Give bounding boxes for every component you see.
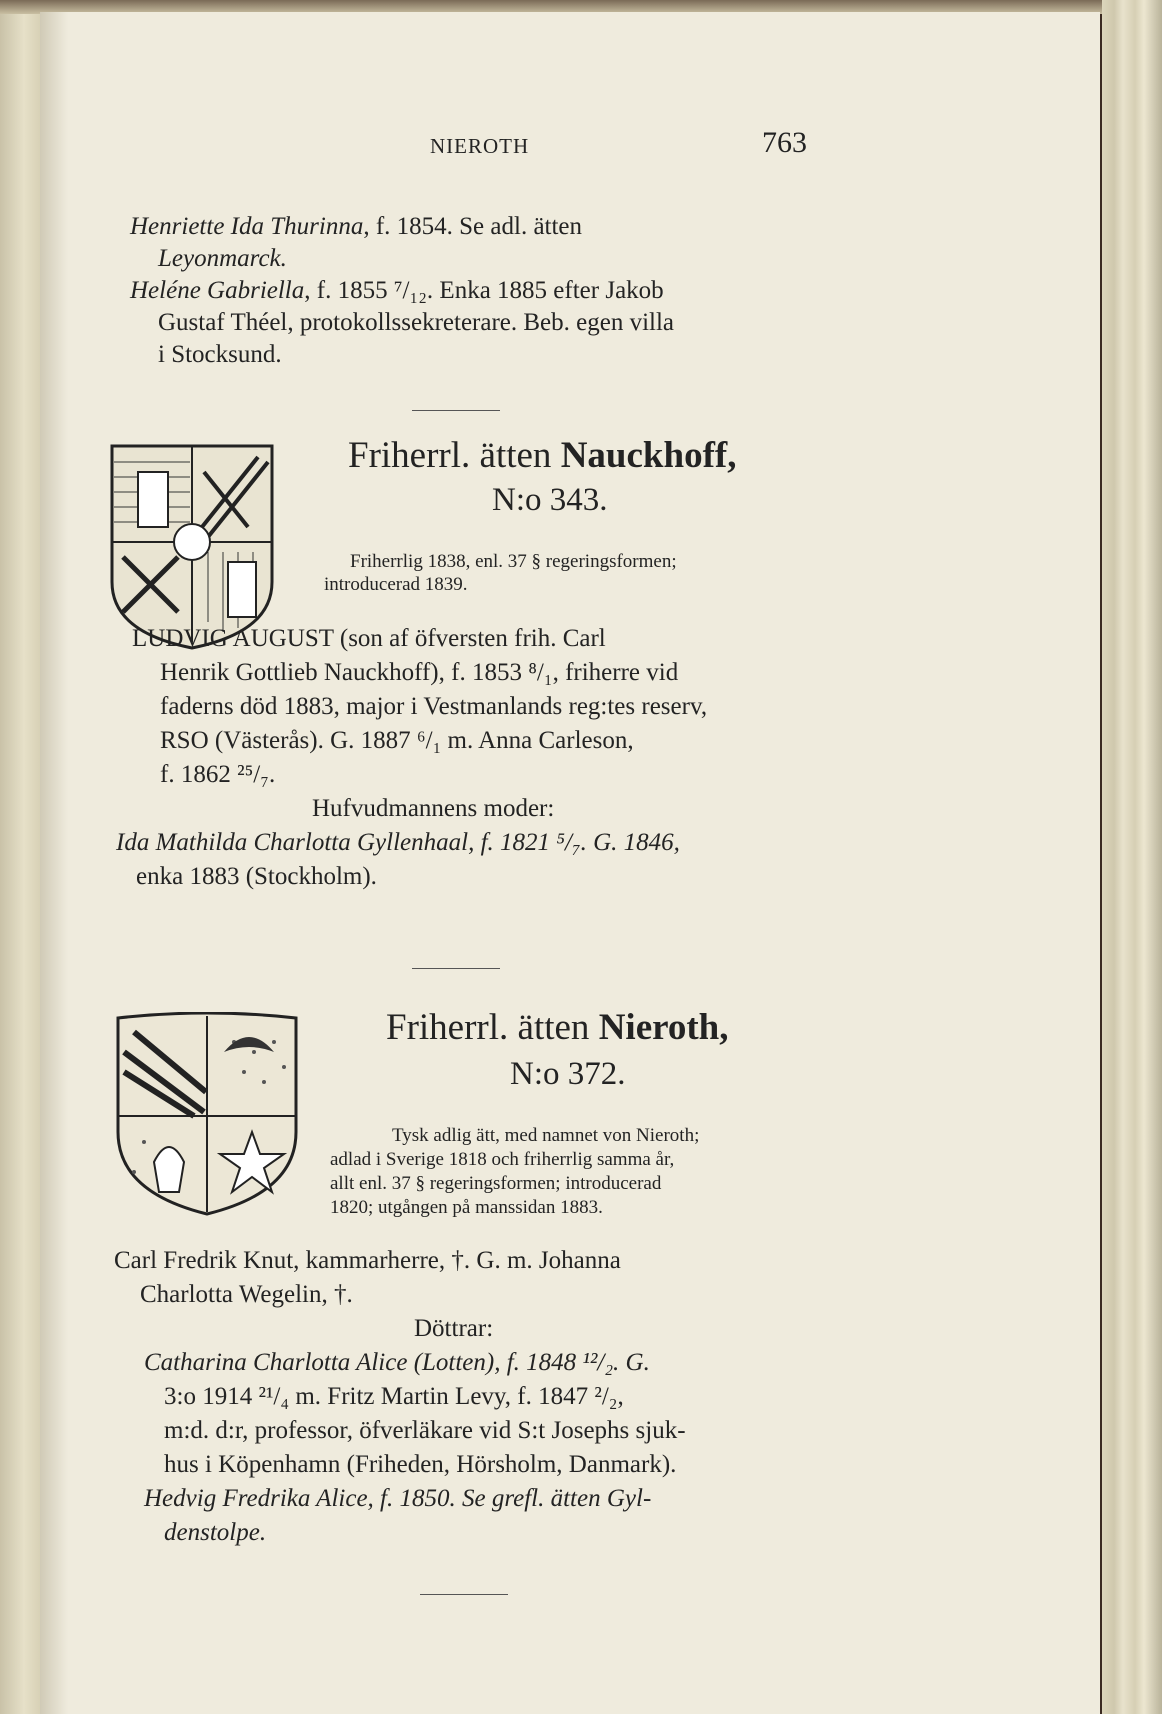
entry-henriette-line1 (130, 210, 582, 244)
book-page (40, 12, 1100, 1714)
nauckhoff-coat-of-arms (108, 442, 276, 652)
nieroth-daughter-line-4: hus i Köpenhamn (Friheden, Hörsholm, Danmark). (164, 1451, 677, 1478)
nauckhoff-note-line2: introducerad 1839. (324, 574, 468, 595)
nauckhoff-number: N:o 343. (492, 482, 608, 518)
entry-helene-line1 (130, 274, 664, 308)
helene-name: Heléne Gabriella (130, 277, 305, 304)
nieroth-coat-of-arms (114, 1012, 300, 1218)
nauckhoff-note-line1: Friherrlig 1838, enl. 37 § regeringsformen; (350, 551, 677, 572)
henriette-details: , f. 1854. Se adl. ätten (363, 213, 583, 240)
nieroth-note-line2: adlad i Sverige 1818 och friherrlig samma år, (330, 1149, 675, 1170)
nauckhoff-line-5: f. 1862 ²⁵/₇. (160, 761, 276, 788)
helene-details: , f. 1855 ⁷/₁₂. Enka 1885 efter Jakob (304, 277, 664, 304)
nieroth-note-line4: 1820; utgången på manssidan 1883. (330, 1197, 603, 1218)
separator-rule (412, 410, 500, 411)
book-left-edge (0, 0, 40, 1714)
nieroth-daughter-line-5: Hedvig Fredrika Alice, f. 1850. Se grefl. ätten Gyl- (144, 1485, 652, 1512)
nauckhoff-mother-heading: Hufvudmannens moder: (312, 795, 555, 822)
entry-helene-line3: i Stocksund. (158, 341, 282, 368)
nauckhoff-mother-line2: enka 1883 (Stockholm). (136, 863, 377, 890)
entry-helene-line2: Gustaf Théel, protokollssekreterare. Beb. egen villa (158, 309, 675, 336)
nieroth-daughters-heading: Döttrar: (414, 1315, 494, 1342)
nauckhoff-line-2: Henrik Gottlieb Nauckhoff), f. 1853 ⁸/₁, friherre vid (160, 659, 679, 686)
entry-henriette-line2: Leyonmarck. (158, 245, 287, 272)
running-head-title: NIEROTH (430, 134, 530, 158)
nieroth-daughter-line-6: denstolpe. (164, 1519, 267, 1546)
page-gutter-shadow (40, 12, 68, 1714)
nieroth-number: N:o 372. (510, 1056, 626, 1092)
book-right-edge (1102, 0, 1162, 1714)
nieroth-daughter-line-3: m:d. d:r, professor, öfverläkare vid S:t Josephs sjuk- (164, 1417, 686, 1444)
nieroth-carl-line1: Carl Fredrik Knut, kammarherre, †. G. m. Johanna (114, 1247, 621, 1274)
nieroth-title-name: Nieroth, (598, 1007, 729, 1048)
nieroth-daughter-line-1: Catharina Charlotta Alice (Lotten), f. 1848 ¹²/₂. G. (144, 1349, 650, 1376)
page-number: 763 (762, 126, 807, 159)
nauckhoff-mother-line1: Ida Mathilda Charlotta Gyllenhaal, f. 1821 ⁵/₇. G. 1846, (116, 829, 680, 856)
nauckhoff-title-name: Nauckhoff, (560, 435, 737, 476)
nieroth-title-prefix: Friherrl. ätten (386, 1007, 590, 1048)
nieroth-daughter-line-2: 3:o 1914 ²¹/₄ m. Fritz Martin Levy, f. 1847 ²/₂, (164, 1383, 624, 1410)
nieroth-carl-line2: Charlotta Wegelin, †. (140, 1281, 353, 1308)
nauckhoff-line-1: LUDVIG AUGUST (son af öfversten frih. Carl (132, 625, 606, 652)
separator-rule (420, 1594, 508, 1595)
nieroth-note-line1: Tysk adlig ätt, med namnet von Nieroth; (392, 1125, 700, 1146)
nieroth-title (386, 1006, 729, 1049)
separator-rule (412, 968, 500, 969)
nauckhoff-line-4: RSO (Västerås). G. 1887 ⁶/₁ m. Anna Carleson, (160, 727, 634, 754)
nieroth-note-line3: allt enl. 37 § regeringsformen; introducerad (330, 1173, 662, 1194)
nauckhoff-title-prefix: Friherrl. ätten (348, 435, 552, 476)
nauckhoff-line-3: faderns död 1883, major i Vestmanlands reg:tes reserv, (160, 693, 708, 720)
nauckhoff-title (348, 434, 736, 477)
henriette-name: Henriette Ida Thurinna (130, 213, 364, 240)
